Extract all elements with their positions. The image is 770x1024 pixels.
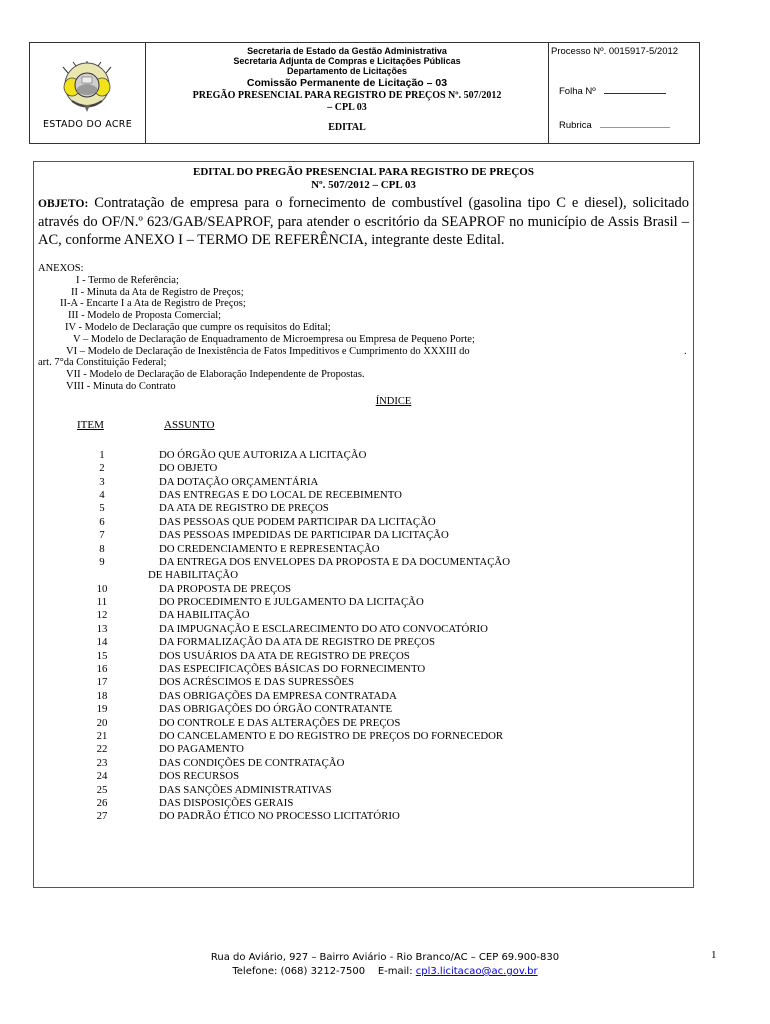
- anexo-separator: -: [77, 298, 87, 310]
- anexo-item: [38, 381, 693, 393]
- edital-label: EDITAL: [328, 122, 366, 133]
- anexo-text: Modelo de Declaração de Enquadramento de Microempresa ou Empresa de Pequeno Porte;: [90, 333, 475, 345]
- col-assunto-header: ASSUNTO: [164, 418, 215, 431]
- index-row: [34, 596, 693, 609]
- index-item-subject: DAS OBRIGAÇÕES DO ÓRGÃO CONTRATANTE: [159, 703, 393, 716]
- objeto-text: Contratação de empresa para o fornecimento de combustível (gasolina tipo C e diesel), solicitado através do OF/N.º 623/GAB/SEAPROF, para atender o escritório da SEAPROF no município de Assis Brasil – AC, conforme ANEXO I – TERMO DE REFERÊNCIA, integrante deste Edital.: [38, 195, 689, 248]
- anexo-separator: -: [78, 286, 87, 298]
- index-row: [34, 797, 693, 810]
- anexo-number: II-A: [60, 298, 78, 310]
- index-item-number: 18: [96, 689, 108, 702]
- index-row: [34, 609, 693, 622]
- index-item-number: 8: [99, 542, 105, 555]
- index-item-number: 6: [99, 515, 105, 528]
- anexo-text: Encarte I a Ata de Registro de Preços;: [86, 298, 246, 310]
- anexo-separator: –: [80, 333, 91, 345]
- edital-title-line-2: Nº. 507/2012 – CPL 03: [311, 179, 416, 191]
- anexo-text: Minuta da Ata de Registro de Preços;: [86, 286, 244, 298]
- index-item-subject: DAS ESPECIFICAÇÕES BÁSICAS DO FORNECIMENTO: [159, 663, 426, 676]
- index-row: [34, 810, 693, 823]
- anexo-item: [38, 346, 693, 358]
- index-row: [34, 676, 693, 689]
- commission-line: Comissão Permanente de Licitação – 03: [246, 77, 448, 89]
- index-row: [34, 623, 693, 636]
- anexo-separator: -: [80, 369, 90, 381]
- index-item-number: 13: [96, 622, 108, 635]
- anexo-item: [38, 287, 693, 299]
- index-row: [34, 529, 693, 542]
- index-item-number: 11: [96, 596, 108, 609]
- footer-email-label: E-mail:: [377, 966, 413, 977]
- index-item-number: 23: [96, 756, 108, 769]
- index-item-subject: DA IMPUGNAÇÃO E ESCLARECIMENTO DO ATO CONVOCATÓRIO: [159, 622, 488, 635]
- anexo-separator: -: [78, 310, 88, 322]
- anexo-separator: –: [77, 345, 88, 357]
- anexo-text: Modelo de Proposta Comercial;: [87, 310, 222, 322]
- pregao-line-2: – CPL 03: [327, 102, 367, 113]
- index-row: [34, 556, 693, 569]
- index-row: [34, 690, 693, 703]
- anexo-text: Modelo de Declaração de Inexistência de Fatos Impeditivos e Cumprimento do XXXIII do: [87, 345, 470, 357]
- index-item-subject: DAS PESSOAS IMPEDIDAS DE PARTICIPAR DA LICITAÇÃO: [159, 529, 449, 542]
- col-item-header: ITEM: [77, 418, 104, 431]
- anexo-item: [38, 322, 693, 334]
- index-row: [34, 703, 693, 716]
- index-item-subject: DAS CONDIÇÕES DE CONTRATAÇÃO: [159, 756, 345, 769]
- index-item-number: 2: [99, 462, 105, 475]
- edital-title: [34, 166, 693, 192]
- anexo-separator: -: [75, 321, 85, 333]
- secretaria-line: Secretaria de Estado da Gestão Administrativa: [247, 46, 447, 56]
- anexo-number: VIII: [66, 380, 85, 392]
- index-item-number: 10: [96, 582, 108, 595]
- footer-email-link[interactable]: cpl3.licitacao@ac.gov.br: [415, 966, 538, 977]
- index-row: [34, 502, 693, 515]
- index-item-number: 19: [96, 703, 108, 716]
- anexos-label: ANEXOS:: [38, 263, 84, 274]
- index-item-number: 26: [96, 796, 108, 809]
- footer-phone: Telefone: (068) 3212-7500: [232, 966, 366, 977]
- index-item-subject: DO PROCEDIMENTO E JULGAMENTO DA LICITAÇÃO: [159, 596, 424, 609]
- rubrica-field: [559, 120, 670, 131]
- index-item-subject: DA PROPOSTA DE PREÇOS: [159, 582, 292, 595]
- index-item-number: 16: [96, 663, 108, 676]
- folha-field: [559, 86, 666, 97]
- index-row: [34, 784, 693, 797]
- index-item-subject: DAS PESSOAS QUE PODEM PARTICIPAR DA LICITAÇÃO: [159, 515, 436, 528]
- process-info: [549, 43, 699, 143]
- departamento-line: Departamento de Licitações: [286, 66, 408, 76]
- agency-info: [146, 43, 549, 143]
- state-name: ESTADO DO ACRE: [43, 119, 132, 130]
- anexo-item: [38, 357, 693, 369]
- index-item-subject: DO PAGAMENTO: [159, 743, 244, 756]
- index-row: [34, 663, 693, 676]
- index-item-number: 27: [96, 810, 108, 823]
- index-item-subject: DAS SANÇÕES ADMINISTRATIVAS: [159, 783, 332, 796]
- index-item-subject: DOS ACRÉSCIMOS E DAS SUPRESSÕES: [159, 676, 355, 689]
- index-item-number: 1: [99, 448, 105, 461]
- anexo-number: V: [73, 333, 81, 345]
- index-item-subject: DO CREDENCIAMENTO E REPRESENTAÇÃO: [159, 542, 380, 555]
- index-row: [34, 636, 693, 649]
- index-item-continuation: DE HABILITAÇÃO: [148, 569, 238, 582]
- anexo-number: VI: [66, 345, 78, 357]
- index-row: [34, 543, 693, 556]
- acre-coat-of-arms-icon: [58, 61, 116, 113]
- index-row: [34, 462, 693, 475]
- index-row: [34, 449, 693, 462]
- anexo-text: Modelo de Declaração de Elaboração Independente de Propostas.: [89, 369, 365, 381]
- anexo-number: I: [76, 274, 80, 286]
- anexo-trailing-dot: .: [684, 345, 687, 357]
- folha-label: Folha Nº: [559, 86, 596, 97]
- index-item-subject: DO CANCELAMENTO E DO REGISTRO DE PREÇOS DO FORNECEDOR: [159, 729, 504, 742]
- footer-address: Rua do Aviário, 927 – Bairro Aviário - Rio Branco/AC – CEP 69.900-830: [210, 952, 560, 963]
- index-item-number: 9: [99, 555, 105, 568]
- pregao-line-1: PREGÃO PRESENCIAL PARA REGISTRO DE PREÇOS Nº. 507/2012: [192, 90, 502, 101]
- index-item-subject: DA FORMALIZAÇÃO DA ATA DE REGISTRO DE PREÇOS: [159, 636, 435, 649]
- index-item-subject: DA HABILITAÇÃO: [159, 609, 250, 622]
- rubrica-label: Rubrica: [559, 120, 592, 131]
- index-item-subject: DAS ENTREGAS E DO LOCAL DE RECEBIMENTO: [159, 488, 402, 501]
- index-item-number: 7: [99, 529, 105, 542]
- index-item-number: 5: [99, 502, 105, 515]
- index-item-number: 4: [99, 488, 105, 501]
- index-row: [34, 516, 693, 529]
- index-row: [34, 476, 693, 489]
- index-row: [34, 717, 693, 730]
- anexo-item: [38, 369, 693, 381]
- index-item-number: 17: [96, 676, 108, 689]
- index-item-subject: DO OBJETO: [159, 462, 218, 475]
- index-item-subject: DOS RECURSOS: [159, 770, 240, 783]
- index-row: [34, 650, 693, 663]
- anexo-text: Minuta do Contrato: [92, 380, 176, 392]
- anexo-separator: -: [79, 274, 89, 286]
- index-item-number: 14: [96, 636, 108, 649]
- index-header: [34, 419, 693, 433]
- index-item-subject: DAS OBRIGAÇÕES DA EMPRESA CONTRATADA: [159, 689, 397, 702]
- edital-title-line-1: EDITAL DO PREGÃO PRESENCIAL PARA REGISTRO DE PREÇOS: [193, 166, 534, 178]
- index-item-number: 15: [96, 649, 108, 662]
- anexo-separator: -: [84, 380, 93, 392]
- anexo-number: II: [71, 286, 78, 298]
- index-list: [34, 449, 693, 824]
- anexo-text: Modelo de Declaração que cumpre os requisitos do Edital;: [84, 321, 331, 333]
- index-row: [34, 730, 693, 743]
- index-item-number: 22: [96, 743, 108, 756]
- index-row: [34, 583, 693, 596]
- secretaria-adjunta-line: Secretaria Adjunta de Compras e Licitações Públicas: [233, 56, 461, 66]
- anexos-list: [34, 263, 693, 393]
- anexo-number: IV: [65, 321, 76, 333]
- index-row: [34, 743, 693, 756]
- index-item-subject: DO PADRÃO ÉTICO NO PROCESSO LICITATÓRIO: [159, 810, 400, 823]
- index-item-subject: DO CONTROLE E DAS ALTERAÇÕES DE PREÇOS: [159, 716, 401, 729]
- state-logo-cell: [30, 43, 146, 143]
- index-item-number: 12: [96, 609, 108, 622]
- index-item-subject: DA ATA DE REGISTRO DE PREÇOS: [159, 502, 329, 515]
- index-item-number: 20: [96, 716, 108, 729]
- footer-contact: [0, 965, 770, 979]
- anexo-number: VII: [66, 369, 81, 381]
- anexo-number: III: [68, 310, 79, 322]
- index-item-number: 24: [96, 770, 108, 783]
- index-row: [34, 770, 693, 783]
- index-item-subject: DO ÓRGÃO QUE AUTORIZA A LICITAÇÃO: [159, 448, 367, 461]
- rubrica-blank: [600, 127, 670, 128]
- index-row: [34, 489, 693, 502]
- folha-blank: [604, 93, 666, 94]
- objeto-paragraph: [34, 194, 693, 249]
- document-header: [29, 42, 700, 144]
- anexo-text: Termo de Referência;: [88, 274, 179, 286]
- process-number: Processo Nº. 0015917-5/2012: [551, 46, 679, 57]
- objeto-label: OBJETO:: [38, 198, 89, 210]
- index-item-subject: DA ENTREGA DOS ENVELOPES DA PROPOSTA E DA DOCUMENTAÇÃO: [159, 555, 510, 568]
- page-number: 1: [711, 949, 717, 961]
- index-row: [34, 757, 693, 770]
- index-item-subject: DOS USUÁRIOS DA ATA DE REGISTRO DE PREÇOS: [159, 649, 410, 662]
- index-item-subject: DA DOTAÇÃO ORÇAMENTÁRIA: [159, 475, 319, 488]
- edital-content: [33, 161, 694, 888]
- index-item-number: 21: [96, 729, 108, 742]
- anexo-item: [38, 298, 693, 310]
- index-item-number: 25: [96, 783, 108, 796]
- page-footer: [0, 951, 770, 979]
- anexo-item: [38, 310, 693, 322]
- anexo-item: [38, 334, 693, 346]
- index-item-number: 3: [99, 475, 105, 488]
- indice-title: ÍNDICE: [375, 395, 412, 407]
- anexo-item: [38, 275, 693, 287]
- anexo-text: art. 7°da Constituição Federal;: [38, 357, 167, 369]
- index-item-subject: DAS DISPOSIÇÕES GERAIS: [159, 796, 294, 809]
